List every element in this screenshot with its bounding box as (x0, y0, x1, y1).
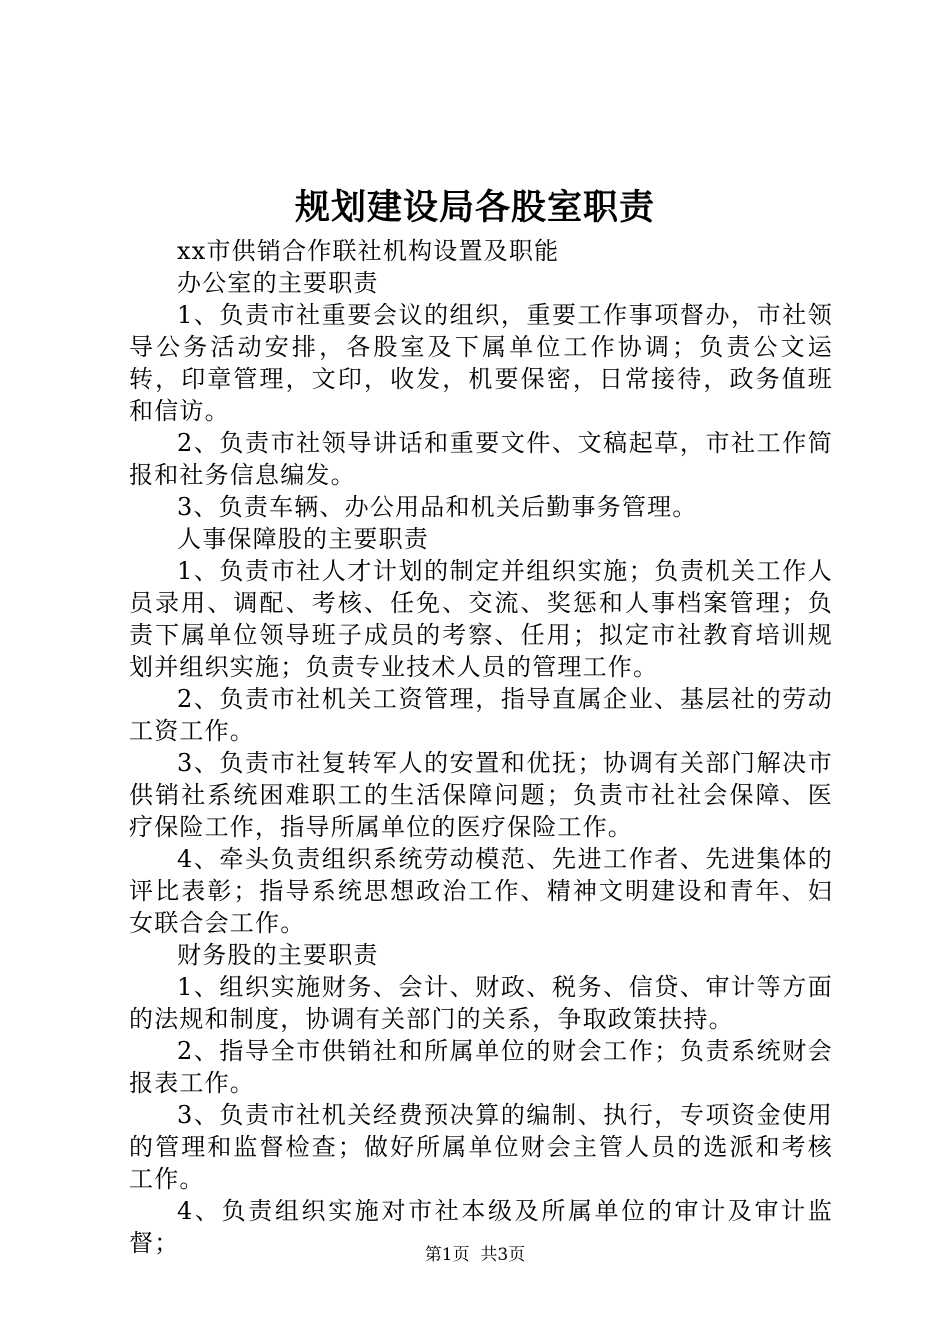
paragraph-org-heading: xx市供销合作联社机构设置及职能 (177, 237, 560, 265)
section-heading-personnel: 人事保障股的主要职责 (177, 525, 429, 553)
page-number: 第1页 (424, 1245, 470, 1265)
paragraph-finance-4: 4、负责组织实施对市社本级及所属单位的审计及审计监督； (129, 1197, 833, 1257)
paragraph-office-1: 1、负责市社重要会议的组织，重要工作事项督办，市社领导公务活动安排，各股室及下属单位工作协调；负责公文运转，印章管理，文印，收发，机要保密，日常接待，政务值班和信访。 (129, 301, 833, 425)
paragraph-personnel-2: 2、负责市社机关工资管理，指导直属企业、基层社的劳动工资工作。 (129, 685, 833, 745)
section-heading-finance: 财务股的主要职责 (177, 941, 379, 969)
paragraph-office-3: 3、负责车辆、办公用品和机关后勤事务管理。 (177, 493, 698, 521)
page-footer (0, 1243, 950, 1267)
paragraph-finance-1: 1、组织实施财务、会计、财政、税务、信贷、审计等方面的法规和制度，协调有关部门的关系，争取政策扶持。 (129, 973, 833, 1033)
footer-separator (470, 1245, 481, 1265)
document-body (129, 235, 833, 1259)
paragraph-personnel-1: 1、负责市社人才计划的制定并组织实施；负责机关工作人员录用、调配、考核、任免、交流、奖惩和人事档案管理；负责下属单位领导班子成员的考察、任用；拟定市社教育培训规划并组织实施；负责专业技术人员的管理工作。 (129, 557, 833, 681)
paragraph-finance-3: 3、负责市社机关经费预决算的编制、执行，专项资金使用的管理和监督检查；做好所属单位财会主管人员的选派和考核工作。 (129, 1101, 833, 1193)
paragraph-office-2: 2、负责市社领导讲话和重要文件、文稿起草，市社工作简报和社务信息编发。 (129, 429, 833, 489)
paragraph-personnel-3: 3、负责市社复转军人的安置和优抚；协调有关部门解决市供销社系统困难职工的生活保障问题；负责市社社会保障、医疗保险工作，指导所属单位的医疗保险工作。 (129, 749, 833, 841)
document-title: 规划建设局各股室职责 (294, 188, 655, 228)
paragraph-personnel-4: 4、牵头负责组织系统劳动模范、先进工作者、先进集体的评比表彰；指导系统思想政治工作、精神文明建设和青年、妇女联合会工作。 (129, 845, 833, 937)
section-heading-office: 办公室的主要职责 (177, 269, 379, 297)
page-total: 共3页 (480, 1245, 526, 1265)
paragraph-finance-2: 2、指导全市供销社和所属单位的财会工作；负责系统财会报表工作。 (129, 1037, 833, 1097)
